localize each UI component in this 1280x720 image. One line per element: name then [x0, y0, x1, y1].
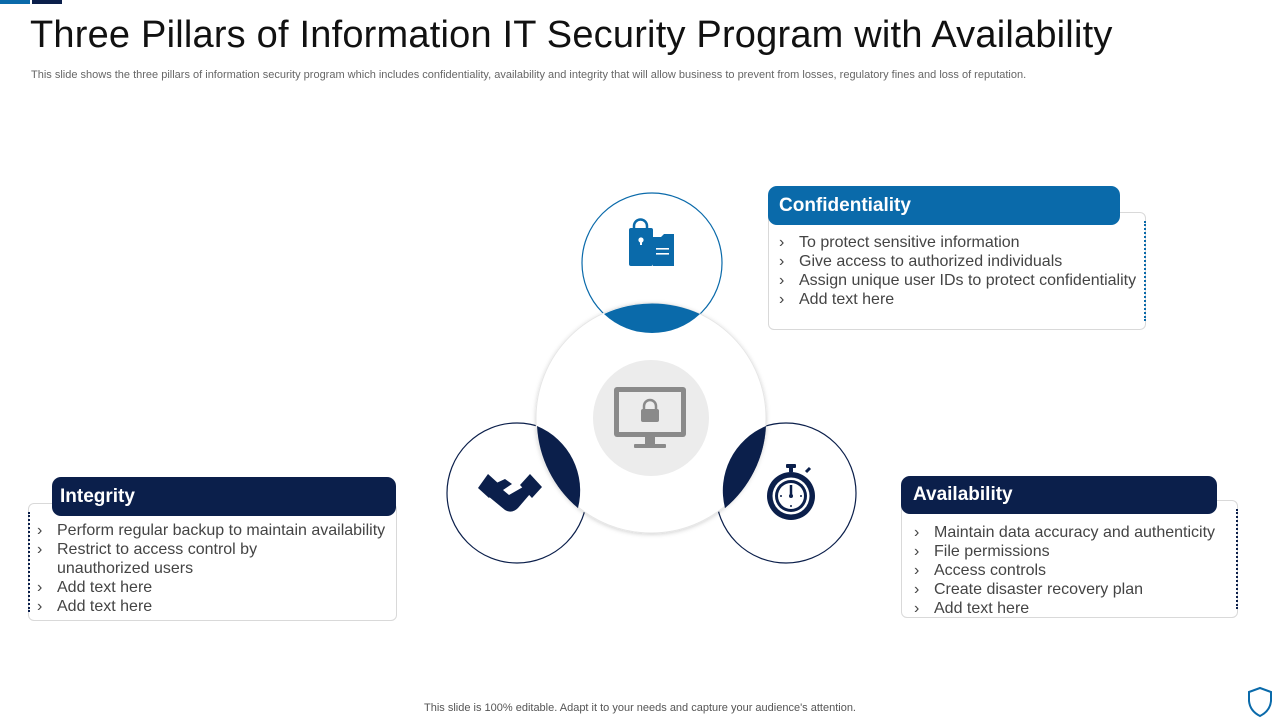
list-item: › Add text here	[37, 578, 397, 597]
stopwatch-icon	[767, 464, 815, 520]
list-item: › Add text here	[914, 599, 1237, 618]
confidentiality-body	[768, 212, 1146, 330]
slide-footer: This slide is 100% editable. Adapt it to your needs and capture your audience's attention.	[424, 702, 856, 714]
list-item: › Add text here	[37, 597, 397, 616]
confidentiality-list	[779, 233, 1145, 309]
slide-title: Three Pillars of Information IT Security Program with Availability	[30, 14, 1113, 56]
confidentiality-callout	[768, 186, 1148, 332]
integrity-callout	[28, 477, 398, 623]
handshake-icon	[478, 474, 542, 512]
confidentiality-title: Confidentiality	[768, 186, 1120, 225]
list-item: › Give access to authorized individuals	[779, 252, 1145, 271]
availability-body	[901, 500, 1238, 618]
list-item: › Create disaster recovery plan	[914, 580, 1237, 599]
integrity-list	[37, 521, 397, 616]
integrity-title: Integrity	[52, 477, 396, 516]
list-item: › Perform regular backup to maintain availability	[37, 521, 397, 540]
list-item: › File permissions	[914, 542, 1237, 561]
list-item: › Assign unique user IDs to protect confidentiality	[779, 271, 1145, 290]
slide-subtitle: This slide shows the three pillars of information security program which includes confidentiality, availability and integrity that will allow business to prevent from losses, regulatory fines and loss of reputation.	[31, 69, 1027, 81]
availability-list	[914, 523, 1237, 618]
availability-callout	[901, 476, 1239, 622]
list-item: › To protect sensitive information	[779, 233, 1145, 252]
dotted-edge	[28, 512, 30, 612]
integrity-body	[28, 503, 397, 621]
list-item: › Restrict to access control by unauthorized users	[37, 540, 277, 578]
list-item: › Maintain data accuracy and authenticity	[914, 523, 1237, 542]
lock-folder-icon	[629, 220, 674, 266]
availability-title: Availability	[901, 476, 1217, 514]
list-item: › Add text here	[779, 290, 1145, 309]
list-item: › Access controls	[914, 561, 1237, 580]
